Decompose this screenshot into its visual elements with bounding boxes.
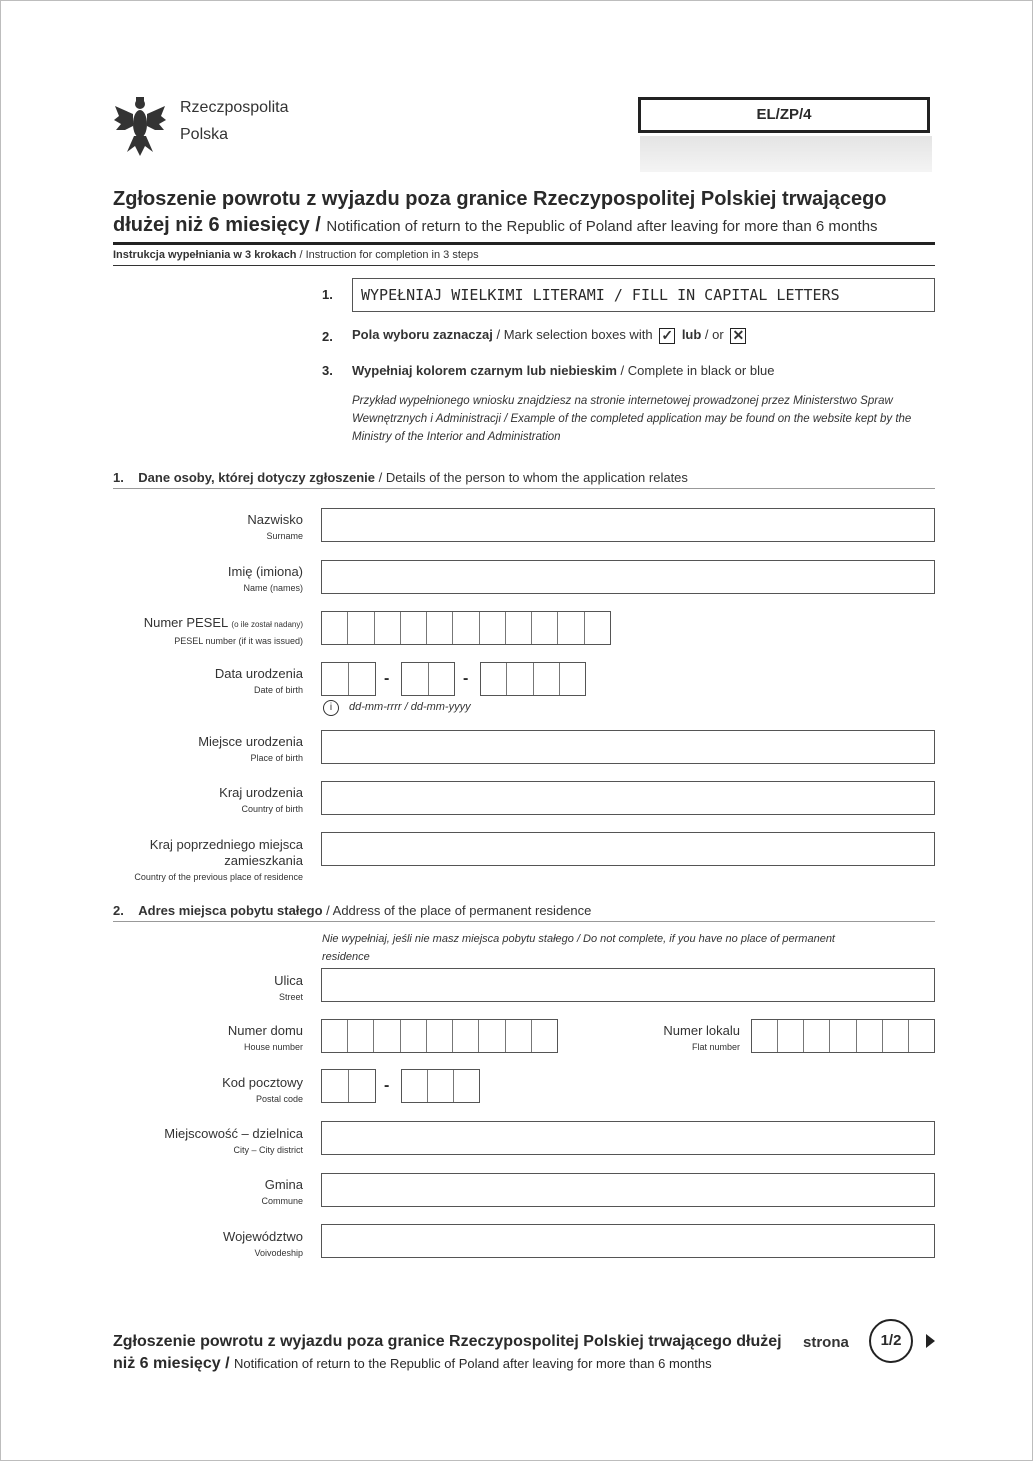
checkbox-cross-icon: ✕ [730,328,746,344]
form-code: EL/ZP/4 [638,97,930,133]
step2-text: Pola wyboru zaznaczaj / Mark selection boxes with ✓ lub / or ✕ [352,327,749,344]
section1-title: 1. Dane osoby, której dotyczy zgłoszenie / Details of the person to whom the application relates [113,470,688,485]
flat-number-field[interactable] [751,1019,935,1053]
dob-day-field[interactable] [321,662,376,696]
footer-title: Zgłoszenie powrotu z wyjazdu poza granice Rzeczypospolitej Polskiej trwającego dłużej niż 6 miesięcy / Notification of return to the Republic of Poland after leaving for more than 6 months [113,1333,782,1372]
section2-title: 2. Adres miejsca pobytu stałego / Address of the place of permanent residence [113,903,592,918]
voivodeship-field[interactable] [321,1224,935,1258]
country-name-line1: Rzeczpospolita [180,99,289,116]
instructions-label: Instrukcja wypełniania w 3 krokach / Instruction for completion in 3 steps [113,249,479,261]
prev-country-label: Kraj poprzedniego miejsca zamieszkania Country of the previous place of residence [134,837,303,882]
checkbox-check-icon: ✓ [659,328,675,344]
country-name-line2: Polska [180,126,229,143]
section2-divider [113,921,935,922]
title-pl: Zgłoszenie powrotu z wyjazdu poza granice Rzeczypospolitej Polskiej trwającego dłużej niż 6 miesięcy [113,188,887,236]
page-number-badge: 1/2 [869,1319,913,1363]
dob-dash-1: - [384,670,390,687]
page-label: strona [803,1334,849,1351]
step2-number: 2. [322,329,333,344]
step3-number: 3. [322,363,333,378]
info-icon: i [323,700,339,716]
pob-label: Miejsce urodzenia Place of birth [198,734,303,763]
city-field[interactable] [321,1121,935,1155]
section2-note: Nie wypełniaj, jeśli nie masz miejsca pobytu stałego / Do not complete, if you have no place of permanent residence [322,933,835,963]
example-note: Przykład wypełnionego wniosku znajdziesz na stronie internetowej prowadzonej przez Ministerstwo Spraw Wewnętrznych i Administracji / Example of the completed application may be found on the website kept by the Ministry of the Interior and Administration [352,395,912,443]
street-label: Ulica Street [274,973,303,1002]
surname-field[interactable] [321,508,935,542]
postal-code-part2[interactable] [401,1069,480,1103]
step3-text: Wypełniaj kolorem czarnym lub niebieskim / Complete in black or blue [352,363,775,378]
names-label: Imię (imiona) Name (names) [227,564,303,593]
dob-year-field[interactable] [480,662,586,696]
dob-month-field[interactable] [401,662,455,696]
commune-field[interactable] [321,1173,935,1207]
postal-dash: - [384,1077,390,1094]
next-page-arrow-icon[interactable] [926,1334,935,1348]
surname-label: Nazwisko Surname [247,512,303,541]
title-en: Notification of return to the Republic of Poland after leaving for more than 6 months [326,218,878,235]
pesel-field[interactable] [321,611,611,645]
street-field[interactable] [321,968,935,1002]
step1-number: 1. [322,287,333,302]
dob-dash-2: - [463,670,469,687]
city-label: Miejscowość – dzielnica City – City district [164,1126,303,1155]
dob-label: Data urodzenia Date of birth [214,666,303,695]
commune-label: Gmina Commune [261,1177,303,1206]
voivodeship-label: Województwo Voivodeship [223,1229,303,1258]
title-separator: / [309,214,327,236]
page-title [113,186,935,240]
cob-label: Kraj urodzenia Country of birth [219,785,303,814]
postal-label: Kod pocztowy Postal code [222,1075,303,1104]
title-divider [113,242,935,245]
step1-capital-letters: WYPEŁNIAJ WIELKIMI LITERAMI / FILL IN CAPITAL LETTERS [352,278,935,312]
house-label: Numer domu House number [227,1023,303,1052]
section1-divider [113,488,935,489]
prev-country-field[interactable] [321,832,935,866]
dob-format-hint: i dd-mm-rrrr / dd-mm-yyyy [323,700,471,716]
flat-label: Numer lokalu Flat number [663,1023,740,1052]
names-field[interactable] [321,560,935,594]
pesel-label: Numer PESEL (o ile został nadany) PESEL number (if it was issued) [143,615,303,646]
pob-field[interactable] [321,730,935,764]
eagle-emblem-icon [113,96,167,158]
postal-code-part1[interactable] [321,1069,376,1103]
form-code-shadow [640,136,932,172]
house-number-field[interactable] [321,1019,558,1053]
instructions-divider [113,265,935,266]
cob-field[interactable] [321,781,935,815]
